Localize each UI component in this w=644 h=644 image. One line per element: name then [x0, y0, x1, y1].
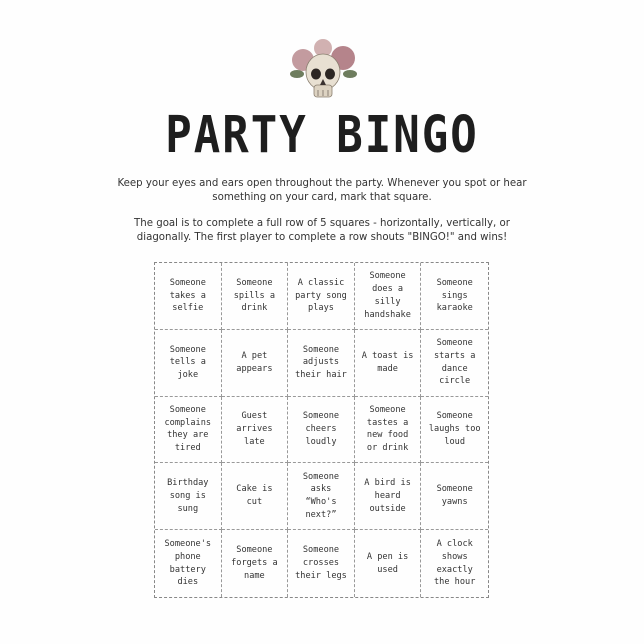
bingo-square[interactable]: A toast is made	[355, 330, 422, 397]
instructions	[110, 177, 534, 257]
bingo-square[interactable]: Cake is cut	[222, 463, 289, 530]
bingo-square[interactable]: Someone forgets a name	[222, 530, 289, 597]
bingo-square[interactable]: Someone spills a drink	[222, 263, 289, 330]
bingo-square[interactable]: Guest arrives late	[222, 397, 289, 464]
page-title: PARTY BINGO	[165, 106, 479, 165]
bingo-square[interactable]: A classic party song plays	[288, 263, 355, 330]
bingo-square[interactable]: Someone laughs too loud	[421, 397, 488, 464]
bingo-square[interactable]: Someone sings karaoke	[421, 263, 488, 330]
bingo-square[interactable]: Someone starts a dance circle	[421, 330, 488, 397]
bingo-square[interactable]: A bird is heard outside	[355, 463, 422, 530]
bingo-square[interactable]: Someone tastes a new food or drink	[355, 397, 422, 464]
bingo-square[interactable]: A pen is used	[355, 530, 422, 597]
bingo-square[interactable]: Someone does a silly handshake	[355, 263, 422, 330]
instructions-paragraph: The goal is to complete a full row of 5 squares - horizontally, vertically, or diagonally. The first player to complete a row shouts "BINGO!" and wins!	[134, 218, 510, 243]
bingo-square[interactable]: Someone cheers loudly	[288, 397, 355, 464]
bingo-grid	[154, 262, 489, 598]
bingo-square[interactable]: Someone crosses their legs	[288, 530, 355, 597]
bingo-square[interactable]: Someone adjusts their hair	[288, 330, 355, 397]
skull-with-roses-illustration	[287, 38, 359, 110]
bingo-square[interactable]: Someone tells a joke	[155, 330, 222, 397]
bingo-square[interactable]: Someone takes a selfie	[155, 263, 222, 330]
bingo-square[interactable]: Someone asks “Who's next?”	[288, 463, 355, 530]
instructions-paragraph: Keep your eyes and ears open throughout the party. Whenever you spot or hear something on your card, mark that square.	[117, 178, 527, 203]
bingo-square[interactable]: Someone yawns	[421, 463, 488, 530]
bingo-square[interactable]: Someone complains they are tired	[155, 397, 222, 464]
bingo-square[interactable]: Birthday song is sung	[155, 463, 222, 530]
bingo-square[interactable]: A clock shows exactly the hour	[433, 539, 476, 588]
bingo-square[interactable]: Someone's phone battery dies	[155, 530, 222, 597]
bingo-square[interactable]: A pet appears	[222, 330, 289, 397]
